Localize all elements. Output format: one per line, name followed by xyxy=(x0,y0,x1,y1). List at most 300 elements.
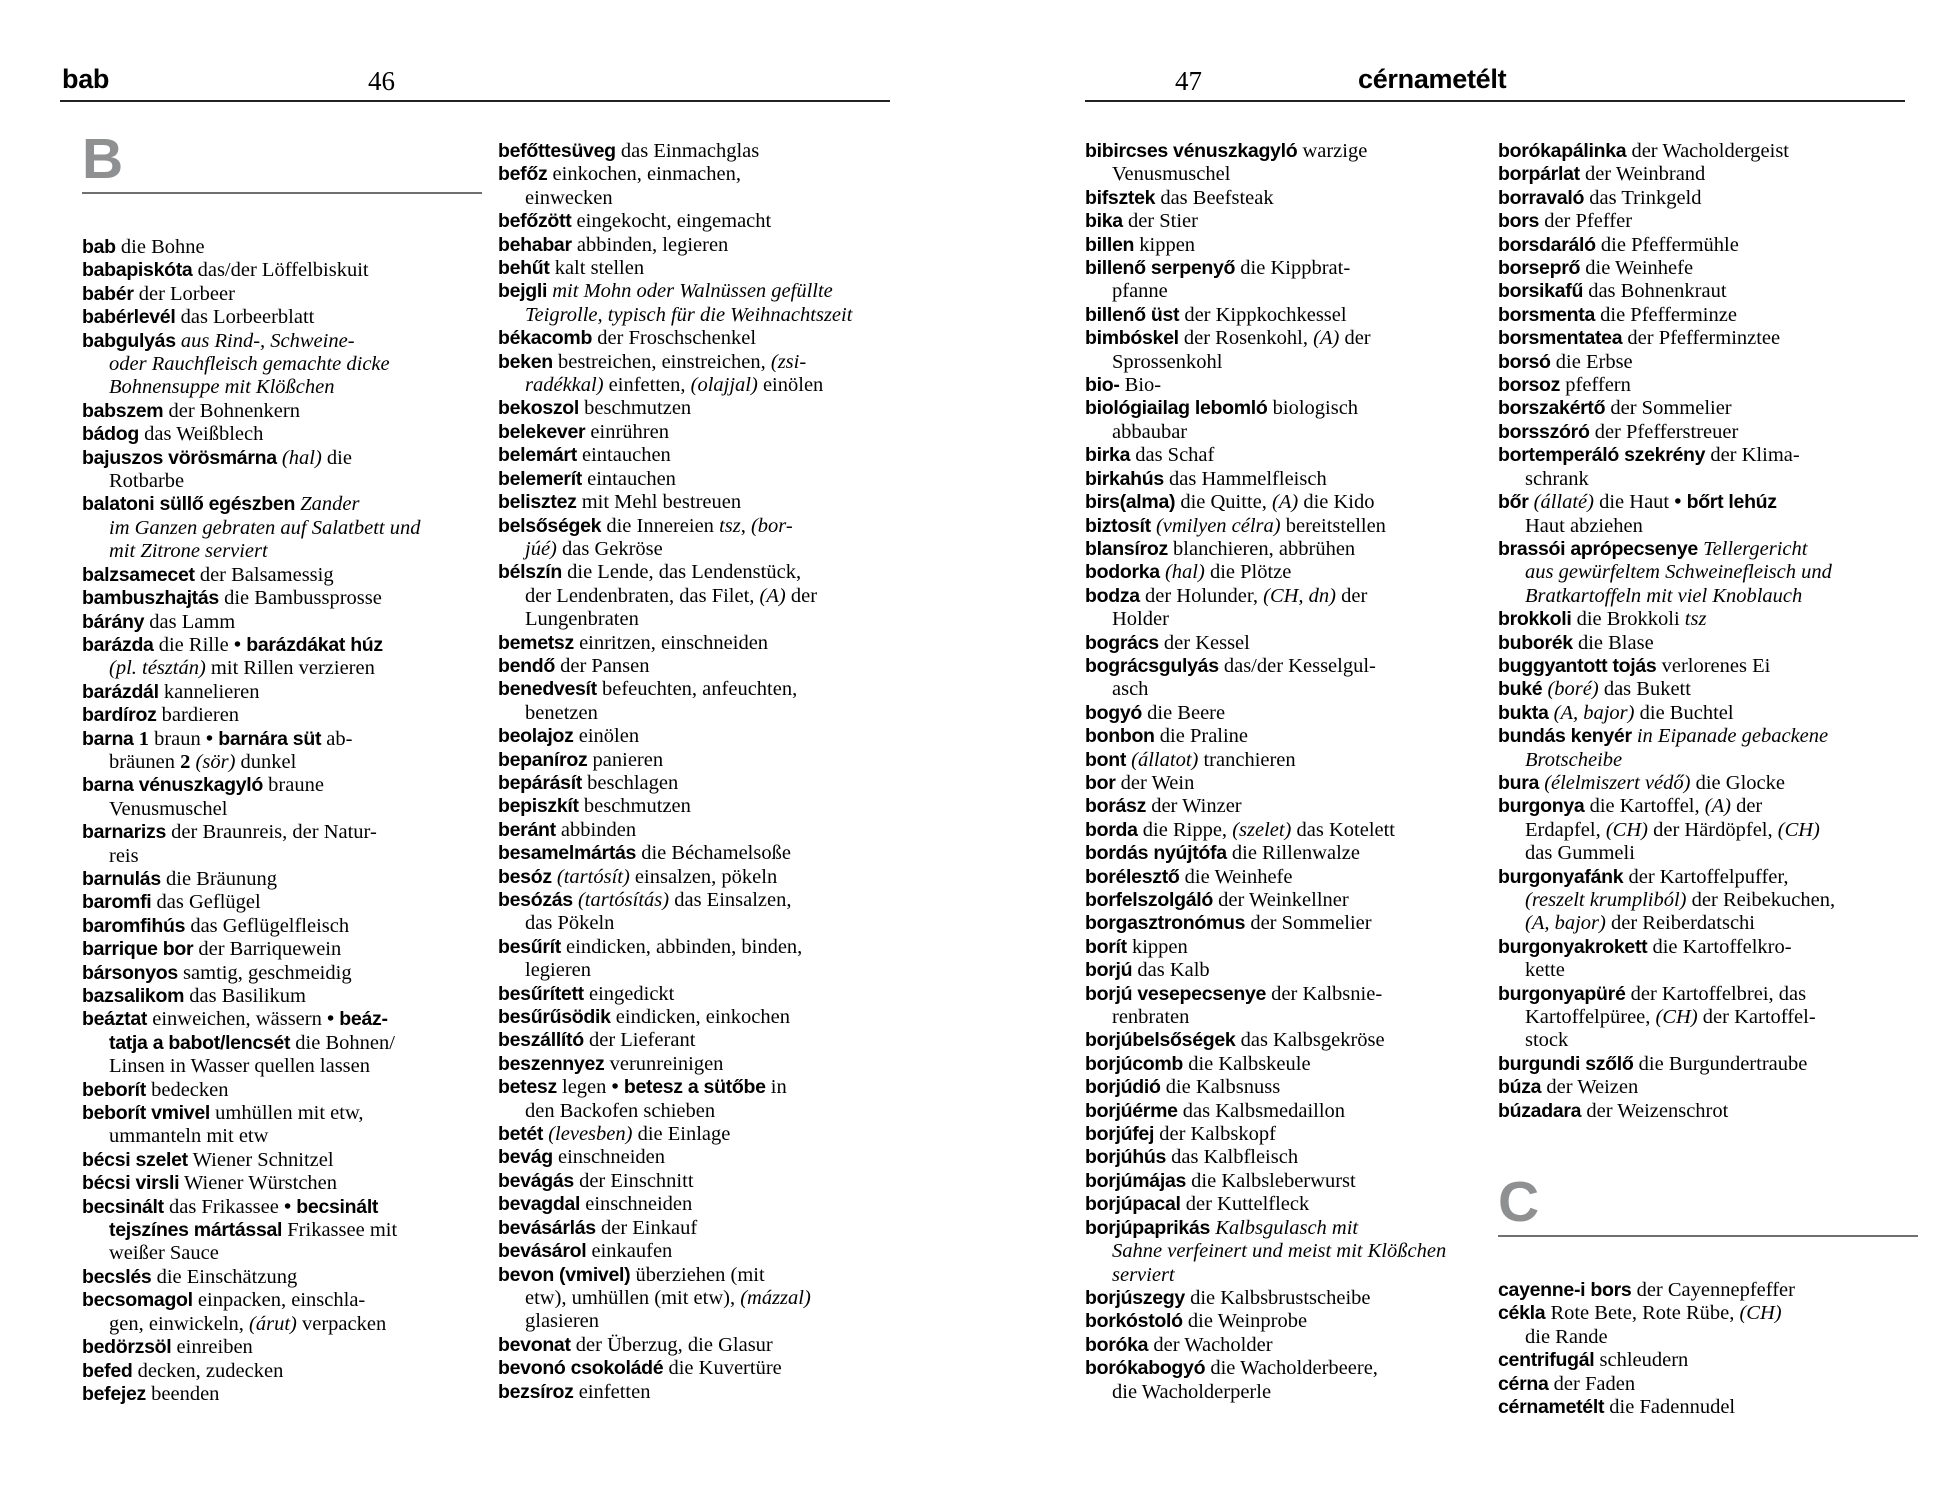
headword: barnarizs xyxy=(82,821,167,844)
headword: borjúhús xyxy=(1085,1146,1167,1169)
translation-text: Erdapfel, xyxy=(1525,818,1606,841)
headword: bundás kenyér xyxy=(1498,725,1632,748)
headword: bont xyxy=(1085,748,1127,771)
headword: borjúcomb xyxy=(1085,1052,1184,1075)
headword: burgonya xyxy=(1498,795,1585,818)
headword: borjúpacal xyxy=(1085,1193,1181,1216)
dictionary-entry xyxy=(82,774,482,821)
dictionary-entry xyxy=(1498,655,1918,678)
annotation-italic: (CH) xyxy=(1605,818,1648,841)
translation-text: reis xyxy=(109,844,139,867)
headword: bodza xyxy=(1085,584,1140,607)
dictionary-entry xyxy=(82,985,482,1008)
annotation-italic: Brotscheibe xyxy=(1525,748,1623,771)
translation-text: die Innereien xyxy=(601,514,720,537)
annotation-italic: Bohnensuppe mit Klößchen xyxy=(109,376,335,399)
annotation-italic: Teigrolle, typisch für die Weihnachtszeit xyxy=(525,303,853,326)
translation-text: Wiener Schnitzel xyxy=(187,1148,334,1171)
translation-text: decken, zudecken xyxy=(132,1359,284,1382)
headword: borélesztő xyxy=(1085,865,1180,888)
translation-text: das Geflügelfleisch xyxy=(185,914,350,937)
headword: borít xyxy=(1085,935,1127,958)
annotation-italic: (CH) xyxy=(1739,1302,1782,1325)
dictionary-entry xyxy=(498,842,898,865)
annotation-italic: (állaté) xyxy=(1528,491,1594,514)
headword: borfelszolgáló xyxy=(1085,889,1213,911)
annotation-italic: Zander xyxy=(295,493,360,516)
dictionary-entry xyxy=(498,1264,898,1334)
headword: borjúszegy xyxy=(1085,1286,1185,1309)
translation-text: der xyxy=(1336,584,1368,607)
dictionary-entry xyxy=(498,491,898,514)
bullet-separator: • xyxy=(1669,491,1687,514)
headword: babgulyás xyxy=(82,329,176,352)
dictionary-entry xyxy=(498,468,898,491)
page-number-left: 46 xyxy=(368,66,395,96)
headword: bevagdal xyxy=(498,1193,581,1216)
translation-text: das Lorbeerblatt xyxy=(175,306,315,329)
headword: biológiailag lebomló xyxy=(1085,397,1268,420)
headword: bukta xyxy=(1498,701,1549,724)
translation-text: stock xyxy=(1525,1029,1569,1052)
translation-text: das Einmachglas xyxy=(615,140,760,162)
dictionary-entry xyxy=(1085,257,1493,304)
translation-text: der Kuttelfleck xyxy=(1180,1193,1310,1216)
headword: befejez xyxy=(82,1382,147,1405)
translation-text: das/der Kesselgul- xyxy=(1218,654,1376,677)
header-rule-right xyxy=(1085,100,1905,102)
translation-text: beschlagen xyxy=(582,771,679,794)
dictionary-entry xyxy=(498,1357,898,1380)
annotation-italic: (A) xyxy=(1313,327,1340,350)
translation-text: der Pfefferstreuer xyxy=(1589,420,1739,443)
dictionary-entry xyxy=(1085,842,1493,865)
headword: bab xyxy=(82,236,116,258)
annotation-italic: in Eipanade gebackene xyxy=(1631,725,1829,748)
annotation-italic: (CH, dn) xyxy=(1263,584,1337,607)
translation-text: der Reiberdatschi xyxy=(1605,912,1755,935)
headword: bevágás xyxy=(498,1169,574,1192)
translation-text: einschneiden xyxy=(580,1193,693,1216)
translation-text: der Stier xyxy=(1122,210,1198,233)
translation-text: dunkel xyxy=(235,750,297,773)
headword: beránt xyxy=(498,818,556,841)
headword: búza xyxy=(1498,1076,1542,1099)
translation-text: die Blase xyxy=(1572,631,1654,654)
translation-text: kalt stellen xyxy=(549,257,645,280)
dictionary-entry xyxy=(1498,1302,1918,1349)
headword: bogyó xyxy=(1085,701,1142,724)
translation-text: abbaubar xyxy=(1112,420,1188,443)
translation-text: der Sommelier xyxy=(1245,912,1372,935)
dictionary-entry xyxy=(498,397,898,420)
headword: bécsi szelet xyxy=(82,1148,188,1171)
translation-text: die Kido xyxy=(1298,491,1375,514)
dictionary-entry xyxy=(1085,1217,1493,1287)
translation-text: das Trinkgeld xyxy=(1584,186,1702,209)
translation-text: das Kalbsgekröse xyxy=(1235,1029,1385,1052)
dictionary-entry xyxy=(498,795,898,818)
translation-text: panieren xyxy=(587,748,664,771)
headword: bajuszos vörösmárna xyxy=(82,446,277,469)
translation-text: die Burgundertraube xyxy=(1633,1052,1808,1075)
headword: borkóstoló xyxy=(1085,1310,1183,1333)
translation-text: ummanteln mit etw xyxy=(109,1125,269,1148)
dictionary-entry xyxy=(82,1196,482,1266)
headword: borgasztronómus xyxy=(1085,912,1246,935)
translation-text: das Weißblech xyxy=(139,423,264,446)
translation-text: das Kotelett xyxy=(1291,818,1396,841)
headword: burgonyakrokett xyxy=(1498,935,1648,958)
translation-text: den Backofen schieben xyxy=(525,1099,716,1122)
dictionary-entry xyxy=(498,936,898,983)
translation-text: der Pansen xyxy=(555,654,650,677)
translation-text: asch xyxy=(1112,678,1149,701)
dictionary-entry xyxy=(1085,983,1493,1030)
translation-text: die Rippe, xyxy=(1137,818,1233,841)
headword: bevonat xyxy=(498,1333,571,1356)
translation-text: Linsen in Wasser quellen lassen xyxy=(109,1055,370,1078)
headword: bordás nyújtófa xyxy=(1085,842,1227,865)
translation-text: einwecken xyxy=(525,186,613,209)
translation-text: mit Mehl bestreuen xyxy=(576,491,742,514)
headword: betesz a sütőbe xyxy=(623,1076,766,1099)
headword: blansíroz xyxy=(1085,537,1168,560)
annotation-italic: (A) xyxy=(1272,491,1299,514)
annotation-italic: (tartósítás) xyxy=(572,889,670,911)
headword: belekever xyxy=(498,420,586,443)
translation-text: der Weinkellner xyxy=(1212,889,1349,911)
dictionary-entry xyxy=(1498,608,1918,631)
headword: bendő xyxy=(498,654,555,677)
translation-text: der Braunreis, der Natur- xyxy=(166,821,377,844)
headword: besűrített xyxy=(498,982,584,1005)
annotation-italic: (tartósít) xyxy=(551,865,630,888)
headword: becslés xyxy=(82,1265,152,1288)
section-rule xyxy=(82,192,482,194)
headword: betét xyxy=(498,1123,544,1146)
translation-text: der xyxy=(1339,327,1371,350)
headword: bélszín xyxy=(498,561,562,584)
headword: bemetsz xyxy=(498,631,574,654)
annotation-italic: (hal) xyxy=(1159,561,1205,584)
translation-text: das Kalbfleisch xyxy=(1166,1146,1299,1169)
annotation-italic: (A) xyxy=(1704,795,1731,818)
translation-text: abbinden xyxy=(555,818,637,841)
annotation-italic: serviert xyxy=(1112,1263,1175,1286)
bullet-separator: • xyxy=(200,727,219,750)
dictionary-entry xyxy=(498,1240,898,1263)
dictionary-entry xyxy=(498,749,898,772)
translation-text: das Geflügel xyxy=(151,891,261,914)
headword: babérlevél xyxy=(82,306,176,329)
dictionary-entry xyxy=(1498,725,1918,772)
headword: borjúdió xyxy=(1085,1076,1161,1099)
headword: bika xyxy=(1085,210,1123,233)
translation-text: die Fadennudel xyxy=(1604,1396,1736,1419)
translation-text: einreiben xyxy=(171,1336,253,1359)
translation-text: der Härdöpfel, xyxy=(1647,818,1778,841)
dictionary-entry xyxy=(1085,866,1493,889)
translation-text: die Weinprobe xyxy=(1182,1310,1308,1333)
translation-text: die Brokkoli xyxy=(1571,608,1685,631)
headword: bibircses vénuszkagyló xyxy=(1085,140,1298,162)
headword: borjúérme xyxy=(1085,1099,1178,1122)
translation-text: einkochen, einmachen, xyxy=(547,163,741,186)
translation-text: Lungenbraten xyxy=(525,608,639,631)
dictionary-entry xyxy=(498,655,898,678)
headword: brokkoli xyxy=(1498,608,1572,631)
translation-text: der Einkauf xyxy=(595,1216,698,1239)
headword: beáztat xyxy=(82,1008,148,1031)
headword: befed xyxy=(82,1359,133,1382)
dictionary-entry xyxy=(1498,280,1918,303)
headword: befőttesüveg xyxy=(498,140,616,162)
translation-text: die Bohne xyxy=(115,236,205,258)
translation-text: der Froschschenkel xyxy=(592,327,757,350)
headword: benedvesít xyxy=(498,678,597,701)
translation-text: Venusmuschel xyxy=(109,797,228,820)
headword: becsomagol xyxy=(82,1289,193,1312)
translation-text: die Wacholderbeere, xyxy=(1205,1357,1378,1380)
translation-text: gen, einwickeln, xyxy=(109,1312,250,1335)
headword: belisztez xyxy=(498,491,577,514)
translation-text: einritzen, einschneiden xyxy=(573,631,769,654)
headword: baromfihús xyxy=(82,914,186,937)
headword: borjú vesepecsenye xyxy=(1085,982,1267,1005)
translation-text: das Hammelfleisch xyxy=(1163,467,1327,490)
annotation-italic: (boré) xyxy=(1542,678,1599,701)
headword: belsőségek xyxy=(498,514,602,537)
translation-text: der Pfefferminztee xyxy=(1622,327,1781,350)
headword: borjúfej xyxy=(1085,1123,1155,1146)
translation-text: der Kartoffelpuffer, xyxy=(1623,865,1789,888)
headword: besűrűsödik xyxy=(498,1006,611,1029)
headword: borjúmájas xyxy=(1085,1169,1187,1192)
headword: balatoni süllő egészben xyxy=(82,493,296,516)
dictionary-entry xyxy=(1085,491,1493,514)
dictionary-entry xyxy=(1085,702,1493,725)
translation-text: der Kartoffelbrei, das xyxy=(1625,982,1807,1005)
dictionary-entry xyxy=(1085,1146,1493,1169)
headword: bonbon xyxy=(1085,725,1155,748)
headword: birka xyxy=(1085,444,1131,467)
dictionary-entry xyxy=(1085,725,1493,748)
dictionary-entry xyxy=(498,1170,898,1193)
headword: bepárásít xyxy=(498,771,583,794)
headword: borsszóró xyxy=(1498,420,1590,443)
headword: becsinált xyxy=(82,1195,164,1218)
headword: bécsi virsli xyxy=(82,1172,180,1195)
dictionary-entry xyxy=(1085,1076,1493,1099)
bullet-separator: • xyxy=(278,1195,297,1218)
headword: bevonó csokoládé xyxy=(498,1357,664,1380)
dictionary-entry xyxy=(1498,140,1918,163)
dictionary-entry xyxy=(1085,538,1493,561)
bullet-separator: • xyxy=(606,1076,624,1099)
dictionary-entry xyxy=(498,1146,898,1169)
dictionary-entry xyxy=(1498,1373,1918,1396)
translation-text: einfetten, xyxy=(603,374,691,397)
headword: bekoszol xyxy=(498,397,580,420)
dictionary-entry xyxy=(82,447,482,494)
column-left-page-1 xyxy=(82,127,482,1406)
dictionary-entry xyxy=(82,1336,482,1359)
translation-text: das Einsalzen, xyxy=(669,889,792,911)
headword: beborít xyxy=(82,1078,146,1101)
headword: bárány xyxy=(82,610,145,633)
dictionary-entry xyxy=(498,515,898,562)
dictionary-entry xyxy=(82,915,482,938)
headword: besűrít xyxy=(498,935,561,958)
annotation-italic: (reszelt krumpliból) xyxy=(1525,889,1687,911)
translation-text: die Quitte, xyxy=(1175,491,1272,514)
dictionary-entry xyxy=(82,1360,482,1383)
translation-text: die Einschätzung xyxy=(151,1265,298,1288)
headword: bevon (vmivel) xyxy=(498,1263,631,1286)
translation-text: das Bukett xyxy=(1598,678,1691,701)
headword: bogrács xyxy=(1085,631,1159,654)
dictionary-entry xyxy=(1498,491,1918,538)
translation-text: die xyxy=(321,446,352,469)
translation-text: die Pfeffermühle xyxy=(1595,233,1739,256)
dictionary-entry xyxy=(1498,1349,1918,1372)
headword: beken xyxy=(498,350,553,373)
dictionary-entry xyxy=(498,983,898,1006)
dictionary-entry xyxy=(82,728,482,775)
translation-text: umhüllen mit etw, xyxy=(210,1102,364,1125)
page-number-right: 47 xyxy=(1175,66,1202,96)
annotation-italic: (sör) xyxy=(190,750,236,773)
translation-text: die Kuvertüre xyxy=(663,1357,782,1380)
annotation-italic: (A) xyxy=(759,584,786,607)
headword: buborék xyxy=(1498,631,1573,654)
dictionary-entry xyxy=(82,330,482,400)
annotation-italic: tsz xyxy=(1684,608,1707,631)
dictionary-entry xyxy=(82,587,482,610)
translation-text: etw), umhüllen (mit etw), xyxy=(525,1286,741,1309)
headword: borjúbelsőségek xyxy=(1085,1029,1236,1052)
dictionary-entry xyxy=(1498,163,1918,186)
headword: borjú xyxy=(1085,959,1133,982)
translation-text: die Bräunung xyxy=(160,867,278,890)
headword: brassói aprópecsenye xyxy=(1498,537,1698,560)
dictionary-entry xyxy=(82,259,482,282)
dictionary-entry xyxy=(1085,772,1493,795)
dictionary-entry xyxy=(498,1053,898,1076)
translation-text: einweichen, wässern xyxy=(147,1008,322,1031)
translation-text: der Wacholdergeist xyxy=(1626,140,1789,162)
headword: boróka xyxy=(1085,1333,1149,1356)
dictionary-entry xyxy=(1498,983,1918,1053)
translation-text: bardieren xyxy=(156,704,240,727)
translation-text: die Haut xyxy=(1593,491,1670,514)
headword: belemerít xyxy=(498,467,583,490)
dictionary-entry xyxy=(498,257,898,280)
dictionary-entry xyxy=(498,678,898,725)
dictionary-entry xyxy=(498,280,898,327)
translation-text: das/der Löffelbiskuit xyxy=(192,259,369,282)
translation-text: einölen xyxy=(757,374,824,397)
headword: betesz xyxy=(498,1076,557,1099)
headword: behabar xyxy=(498,233,572,256)
headword: beszennyez xyxy=(498,1052,605,1075)
translation-text: die Erbse xyxy=(1550,350,1633,373)
column-right-page-1 xyxy=(1085,140,1493,1404)
dictionary-entry xyxy=(1085,140,1493,187)
dictionary-entry xyxy=(1498,866,1918,936)
translation-text: eingedickt xyxy=(583,982,675,1005)
headword: buggyantott tojás xyxy=(1498,654,1657,677)
headword: barrique bor xyxy=(82,938,194,961)
dictionary-entry xyxy=(1085,515,1493,538)
dictionary-entry xyxy=(1498,1076,1918,1099)
translation-text: warzige xyxy=(1297,140,1368,162)
headword: bura xyxy=(1498,771,1540,794)
dictionary-entry xyxy=(1085,210,1493,233)
translation-text: die Praline xyxy=(1154,725,1249,748)
dictionary-entry xyxy=(82,611,482,634)
translation-text: der Kartoffel- xyxy=(1697,1006,1816,1029)
dictionary-entry xyxy=(1085,1193,1493,1216)
dictionary-entry xyxy=(82,868,482,891)
annotation-italic: Sahne verfeinert und meist mit Klößchen xyxy=(1112,1240,1447,1263)
annotation-italic: radékkal) xyxy=(525,374,604,397)
annotation-italic: mit Zitrone serviert xyxy=(109,540,268,563)
dictionary-entry xyxy=(1085,1123,1493,1146)
headword: billen xyxy=(1085,233,1135,256)
dictionary-entry xyxy=(82,704,482,727)
annotation-italic: (zsi- xyxy=(770,350,807,373)
translation-text: der Holunder, xyxy=(1139,584,1264,607)
translation-text: verlorenes Ei xyxy=(1656,654,1771,677)
dictionary-entry xyxy=(1498,421,1918,444)
dictionary-entry xyxy=(498,772,898,795)
dictionary-entry xyxy=(1085,936,1493,959)
translation-text: der Weizen xyxy=(1541,1076,1639,1099)
dictionary-entry xyxy=(498,444,898,467)
dictionary-entry xyxy=(1085,655,1493,702)
translation-text: der Cayennepfeffer xyxy=(1631,1279,1795,1302)
annotation-italic: (CH) xyxy=(1655,1006,1698,1029)
translation-text: die Kalbsnuss xyxy=(1160,1076,1281,1099)
translation-text: der xyxy=(785,584,818,607)
translation-text: das Gekröse xyxy=(556,537,663,560)
dictionary-entry xyxy=(1498,374,1918,397)
dictionary-entry xyxy=(1085,1100,1493,1123)
dictionary-entry xyxy=(498,1381,898,1404)
dictionary-entry xyxy=(1498,234,1918,257)
translation-text: renbraten xyxy=(1112,1006,1190,1029)
dictionary-entry xyxy=(498,351,898,398)
headword: borókabogyó xyxy=(1085,1357,1206,1380)
translation-text: das Pökeln xyxy=(525,912,615,935)
annotation-italic: aus Rind-, Schweine- xyxy=(175,329,355,352)
annotation-italic: im Ganzen gebraten auf Salatbett und xyxy=(109,516,421,539)
dictionary-entry xyxy=(1498,397,1918,420)
dictionary-entry xyxy=(82,1102,482,1149)
dictionary-entry xyxy=(1498,444,1918,491)
headword: biztosít xyxy=(1085,514,1151,537)
translation-text: der Bohnenkern xyxy=(163,399,300,422)
dictionary-entry xyxy=(498,210,898,233)
headword: borseprő xyxy=(1498,257,1581,280)
headword: bedörzsöl xyxy=(82,1336,172,1359)
headword: cékla xyxy=(1498,1302,1546,1325)
headword: befőzött xyxy=(498,210,572,233)
headword: bor xyxy=(1085,771,1116,794)
translation-text: braun xyxy=(148,727,201,750)
